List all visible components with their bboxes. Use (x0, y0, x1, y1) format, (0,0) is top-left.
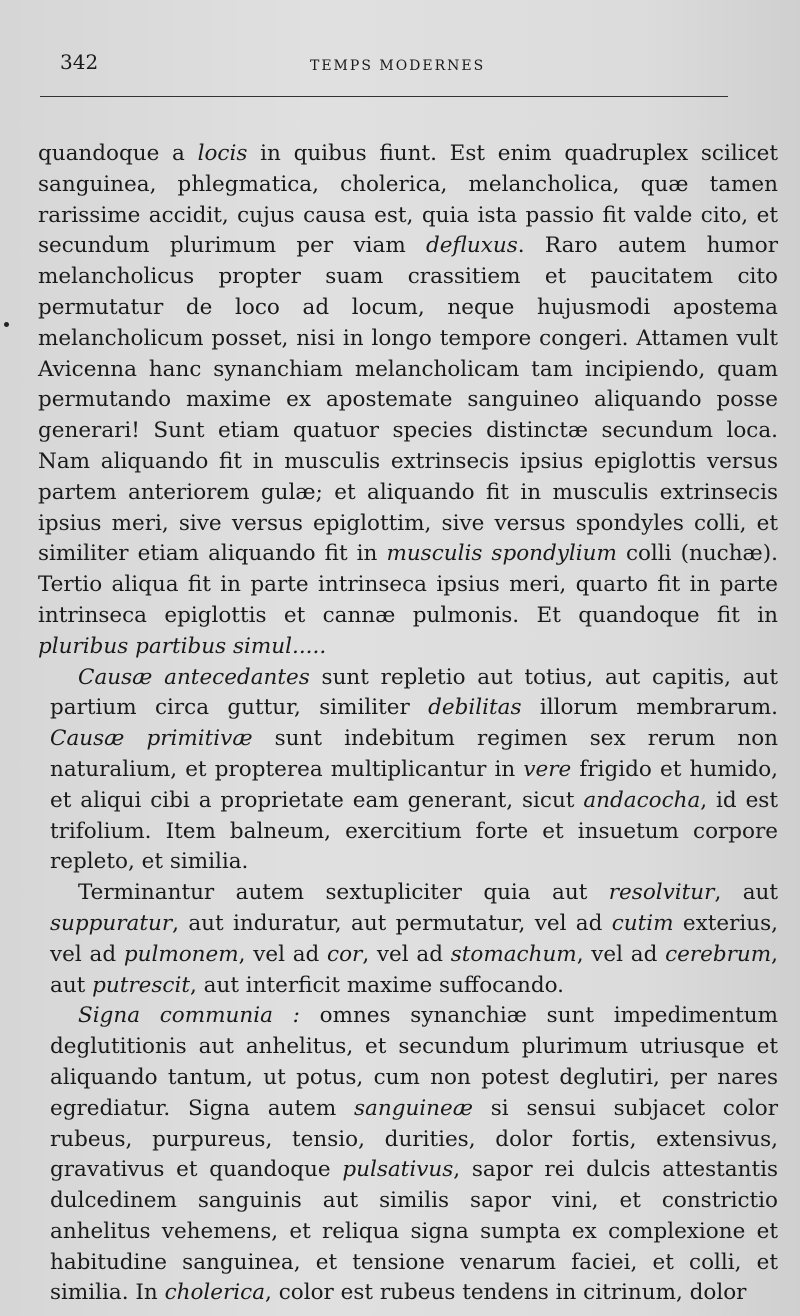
italic-term: stomachum (450, 941, 577, 967)
italic-term: debilitas (428, 695, 522, 721)
italic-term: pluribus partibus simul..... (38, 633, 327, 659)
italic-term: resolvitur (608, 880, 715, 906)
italic-term: cholerica (164, 1280, 266, 1306)
page-header (40, 50, 730, 80)
italic-term: suppuratur (50, 910, 173, 936)
header-rule (40, 96, 728, 97)
italic-term: cerebrum (665, 941, 772, 967)
body-text (38, 139, 778, 1309)
italic-term: defluxus (426, 233, 518, 259)
paragraph: Causæ antecedantes sunt repletio aut totius, aut capitis, aut partium circa guttur, similiter debilitas illorum membrarum. Causæ primitivæ sunt indebitum regimen sex rerum non naturalium, et propterea multiplicantur in vere frigido et humido, et aliqui cibi a proprietate eam generant, sicut andacocha, id est trifolium. Item balneum, exercitium forte et insuetum corpore repleto, et similia. (50, 664, 778, 875)
running-title: TEMPS MODERNES (310, 58, 486, 74)
italic-term: sanguineæ (354, 1095, 473, 1121)
italic-term: pulsativus (342, 1157, 454, 1183)
paragraph: Terminantur autem sextupliciter quia aut resolvitur, aut suppuratur, aut induratur, aut permutatur, vel ad cutim exterius, vel ad pulmonem, vel ad cor, vel ad stomachum, vel ad cerebrum, aut putrescit, aut interficit maxime suffocando. (50, 880, 778, 998)
italic-term: cor (327, 941, 363, 967)
italic-term: putrescit (92, 972, 190, 998)
paragraph: Signa communia : omnes synanchiæ sunt impedimentum deglutitionis aut anhelitus, et secundum plurimum utriusque et aliquando tantum, ut potus, cum non potest deglutiri, per nares egrediatur. Signa autem sanguineæ si sensui subjacet color rubeus, purpureus, tensio, durities, dolor fortis, extensivus, gravativus et quandoque pulsativus, sapor rei dulcis attestantis dulcedinem sanguinis aut similis sapor vini, et constrictio anhelitus vehemens, et reliqua signa sumpta ex complexione et habitudine sanguinea, et tensione venarum faciei, et colli, et similia. In cholerica, color est rubeus tendens in citrinum, dolor (50, 1003, 778, 1306)
italic-term: cutim (611, 910, 674, 936)
italic-term: andacocha (583, 787, 701, 813)
margin-speck (4, 322, 9, 327)
italic-term: pulmonem (123, 941, 239, 967)
italic-term: musculis spondylium (386, 541, 617, 567)
italic-term: Causæ antecedantes (78, 664, 310, 690)
italic-term: Signa communia : (78, 1003, 300, 1029)
italic-term: vere (523, 756, 572, 782)
page-number: 342 (60, 50, 99, 74)
italic-term: Causæ primitivæ (50, 726, 253, 752)
italic-term: locis (197, 141, 248, 166)
paragraph: quandoque a locis in quibus fiunt. Est enim quadruplex scilicet sanguinea, phlegmatica, cholerica, melancholica, quæ tamen rarissime accidit, cujus causa est, quia ista passio fit valde cito, et secundum plurimum per viam defluxus. Raro autem humor melancholicus propter suam crassitiem et paucitatem cito permutatur de loco ad locum, neque hujusmodi apostema melancholicum posset, nisi in longo tempore congeri. Attamen vult Avicenna hanc synanchiam melancholicam tam incipiendo, quam permutando maxime ex apostemate sanguineo aliquando posse generari! Sunt etiam quatuor species distinctæ secundum loca. Nam aliquando fit in musculis extrinsecis ipsius epiglottis versus partem anteriorem gulæ; et aliquando fit in musculis extrinsecis ipsius meri, sive versus epiglottim, sive versus spondyles colli, et similiter etiam aliquando fit in musculis spondylium colli (nuchæ). Tertio aliqua fit in parte intrinseca ipsius meri, quarto fit in parte intrinseca epiglottis et cannæ pulmonis. Et quandoque fit in pluribus partibus simul..... (38, 141, 778, 659)
